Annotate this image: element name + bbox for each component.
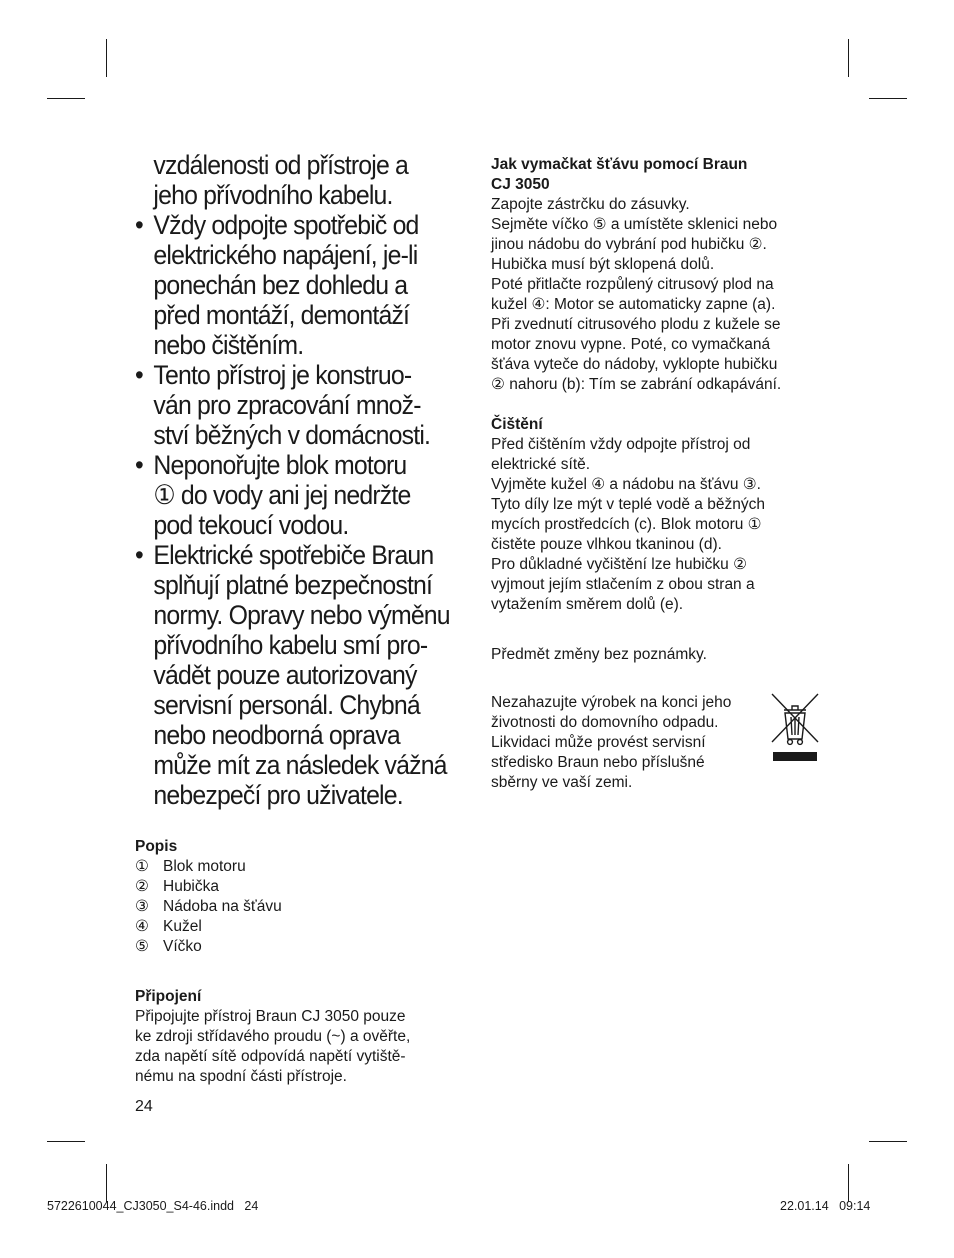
juicing-line: Hubička musí být sklopená dolů. (491, 256, 715, 273)
part-label: Hubička (163, 878, 219, 895)
juicing-heading-line-2: CJ 3050 (491, 176, 550, 193)
safety-line (135, 660, 466, 690)
part-number: ① (135, 858, 149, 875)
crop-mark (106, 1164, 107, 1202)
safety-line (135, 210, 466, 240)
part-label: Víčko (163, 938, 202, 955)
connection-section (135, 987, 475, 1087)
juicing-line: Poté přitlačte rozpůlený citrusový plod na (491, 276, 774, 293)
safety-text: elektrického napájení, je-li (153, 240, 418, 270)
juicing-heading-line-1: Jak vymačkat šťávu pomocí Braun (491, 156, 748, 173)
safety-line (135, 270, 466, 300)
safety-line (135, 750, 466, 780)
juicing-section (491, 155, 821, 395)
part-label: Kužel (163, 918, 202, 935)
part-label: Nádoba na šťávu (163, 898, 282, 915)
bullet-dot: • (135, 540, 143, 570)
disposal-line: Likvidaci může provést servisní (491, 734, 706, 751)
safety-line (135, 600, 466, 630)
safety-text: Tento přístroj je konstruo- (153, 360, 412, 390)
safety-text: před montáží, demontáží (153, 300, 410, 330)
safety-text: Neponořujte blok motoru (153, 450, 407, 480)
list-item (135, 937, 475, 957)
footer-file-name: 5722610044_CJ3050_S4-46.indd 24 (47, 1199, 259, 1213)
juicing-line: Sejměte víčko ⑤ a umístěte sklenici nebo (491, 216, 778, 233)
juicing-line: Zapojte zástrčku do zásuvky. (491, 196, 690, 213)
safety-text: Vždy odpojte spotřebič od (153, 210, 419, 240)
change-notice: Předmět změny bez poznámky. (491, 646, 707, 663)
safety-line (135, 390, 466, 420)
crop-mark (106, 39, 107, 77)
safety-text: servisní personál. Chybná (153, 690, 420, 720)
bullet-dot: • (135, 360, 143, 390)
disposal-line: životnosti do domovního odpadu. (491, 714, 719, 731)
safety-line (135, 150, 466, 180)
part-label: Blok motoru (163, 858, 246, 875)
safety-line (135, 360, 466, 390)
description-heading: Popis (135, 838, 178, 855)
safety-line (135, 570, 466, 600)
safety-text: ponechán bez dohledu a (153, 270, 408, 300)
cleaning-line: mycích prostředcích (c). Blok motoru ① (491, 516, 762, 533)
safety-line (135, 180, 466, 210)
safety-text: nebezpečí pro uživatele. (153, 780, 403, 810)
part-number: ③ (135, 898, 149, 915)
safety-line (135, 780, 466, 810)
part-number: ④ (135, 918, 149, 935)
part-number: ⑤ (135, 938, 149, 955)
safety-text: vzdálenosti od přístroje a (153, 150, 409, 180)
juicing-line: ② nahoru (b): Tím se zabrání odkapávání. (491, 376, 782, 393)
cleaning-heading: Čištění (491, 416, 543, 433)
disposal-line: sběrny ve vaší zemi. (491, 774, 633, 791)
safety-text: jeho přívodního kabelu. (153, 180, 393, 210)
list-item (135, 857, 475, 877)
connection-heading: Připojení (135, 988, 202, 1005)
crop-mark (848, 39, 849, 77)
bullet-dot: • (135, 450, 143, 480)
disposal-line: středisko Braun nebo příslušné (491, 754, 705, 771)
cleaning-line: elektrické sítě. (491, 456, 591, 473)
juicing-line: kužel ④: Motor se automaticky zapne (a). (491, 296, 776, 313)
safety-instructions (135, 150, 466, 810)
crop-mark (869, 1141, 907, 1142)
safety-text: ství běžných v domácnosti. (153, 420, 431, 450)
cleaning-line: čistěte pouze vlhkou tkaninou (d). (491, 536, 722, 553)
safety-text: normy. Opravy nebo výměnu (153, 600, 450, 630)
safety-line (135, 300, 466, 330)
cleaning-line: vyjmout jejím stlačením z obou stran a (491, 576, 755, 593)
cleaning-line: Vyjměte kužel ④ a nádobu na šťávu ③. (491, 476, 761, 493)
cleaning-line: Pro důkladné vyčištění lze hubičku ② (491, 556, 747, 573)
disposal-text (491, 693, 771, 793)
description-section (135, 837, 475, 957)
connection-line: nému na spodní části přístroje. (135, 1068, 347, 1085)
part-number: ② (135, 878, 149, 895)
parts-list (135, 857, 475, 957)
safety-line (135, 420, 466, 450)
list-item (135, 917, 475, 937)
juicing-text (491, 195, 821, 395)
safety-text: může mít za následek vážná (153, 750, 447, 780)
left-column (135, 150, 475, 1087)
connection-line: zda napětí sítě odpovídá napětí vytiště- (135, 1048, 406, 1065)
right-column (491, 155, 821, 665)
list-item (135, 897, 475, 917)
safety-line (135, 720, 466, 750)
safety-line (135, 690, 466, 720)
safety-line (135, 510, 466, 540)
safety-text: ① do vody ani jej nedržte (153, 480, 411, 510)
bullet-dot: • (135, 210, 143, 240)
safety-text: přívodního kabelu smí pro- (153, 630, 428, 660)
cleaning-section (491, 415, 821, 615)
safety-text: nebo čištěním. (153, 330, 304, 360)
cleaning-line: Před čištěním vždy odpojte přístroj od (491, 436, 751, 453)
list-item (135, 877, 475, 897)
safety-line (135, 630, 466, 660)
cleaning-line: Tyto díly lze mýt v teplé vodě a běžných (491, 496, 765, 513)
crop-mark (47, 1141, 85, 1142)
safety-text: Elektrické spotřebiče Braun (153, 540, 434, 570)
connection-line: Připojujte přístroj Braun CJ 3050 pouze (135, 1008, 406, 1025)
cleaning-text (491, 435, 821, 615)
crop-mark (47, 98, 85, 99)
safety-line (135, 480, 466, 510)
disposal-line: Nezahazujte výrobek na konci jeho (491, 694, 732, 711)
safety-line (135, 450, 466, 480)
juicing-line: motor znovu vypne. Poté, co vymačkaná (491, 336, 771, 353)
connection-text (135, 1007, 475, 1087)
juicing-line: šťáva vyteče do nádoby, vyklopte hubičku (491, 356, 778, 373)
safety-line (135, 240, 466, 270)
connection-line: ke zdroji střídavého proudu (~) a ověřte, (135, 1028, 411, 1045)
page-number: 24 (135, 1098, 153, 1115)
safety-text: pod tekoucí vodou. (153, 510, 349, 540)
juicing-line: Při zvednutí citrusového plodu z kužele se (491, 316, 781, 333)
crop-mark (848, 1164, 849, 1202)
safety-line (135, 540, 466, 570)
weee-crossed-bin-icon (770, 692, 820, 764)
crop-mark (869, 98, 907, 99)
safety-text: nebo neodborná oprava (153, 720, 400, 750)
safety-text: ván pro zpracování množ- (153, 390, 421, 420)
footer-timestamp: 22.01.14 09:14 (780, 1199, 871, 1213)
cleaning-line: vytažením směrem dolů (e). (491, 596, 684, 613)
safety-text: splňují platné bezpečnostní (153, 570, 433, 600)
safety-text: vádět pouze autorizovaný (153, 660, 417, 690)
disposal-section (491, 693, 771, 793)
safety-line (135, 330, 466, 360)
juicing-line: jinou nádobu do vybrání pod hubičku ②. (491, 236, 767, 253)
